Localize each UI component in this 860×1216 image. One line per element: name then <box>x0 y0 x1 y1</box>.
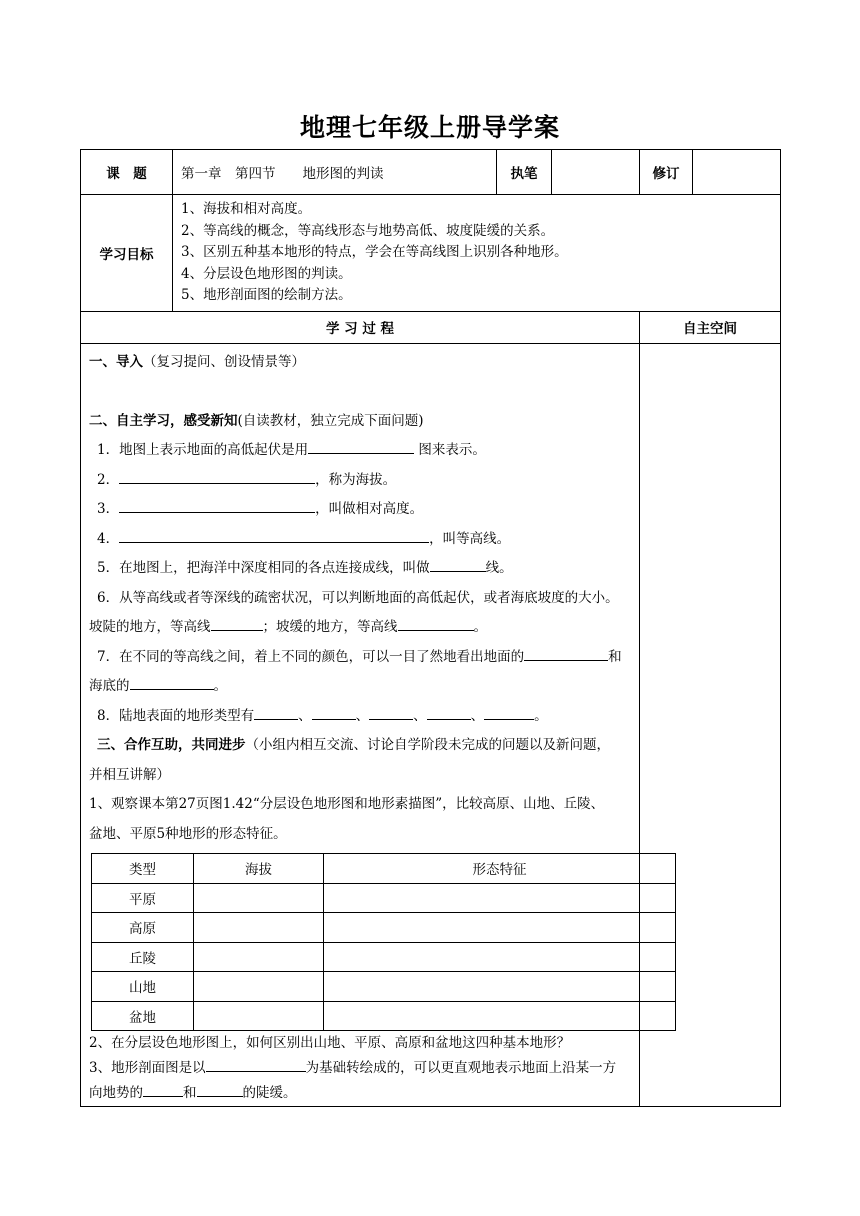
goal-item: 4、分层设色地形图的判读。 <box>181 265 352 282</box>
answer-blank[interactable] <box>119 469 315 484</box>
question-text: 的陡缓。 <box>242 1085 297 1101</box>
row-label: 山地 <box>92 972 194 1002</box>
goal-item: 2、等高线的概念，等高线形态与地势高低、坡度陡缓的关系。 <box>181 222 555 239</box>
altitude-cell[interactable] <box>194 972 324 1002</box>
question-text: 。 <box>473 619 487 635</box>
question-3 <box>89 495 633 525</box>
process-content <box>81 343 640 1107</box>
process-header: 学 习 过 程 <box>81 311 640 343</box>
answer-blank[interactable] <box>308 439 414 454</box>
author-label: 执笔 <box>497 150 552 195</box>
answer-blank[interactable] <box>484 705 534 720</box>
author-value <box>552 150 640 195</box>
table-row <box>92 913 676 943</box>
answer-blank[interactable] <box>130 675 214 690</box>
topic-value: 第一章 第四节 地形图的判读 <box>173 150 497 195</box>
column-header-type: 类型 <box>92 854 194 884</box>
goals-label: 学习目标 <box>81 195 173 312</box>
question-7 <box>89 643 633 673</box>
section-intro <box>89 348 633 378</box>
section-intro-heading: 一、导入 <box>89 353 143 370</box>
question-6-cont <box>89 613 633 643</box>
answer-blank[interactable] <box>119 528 429 543</box>
answer-blank[interactable] <box>119 498 315 513</box>
question-text: 3、地形剖面图是以 <box>89 1060 206 1076</box>
altitude-cell[interactable] <box>194 913 324 943</box>
page-title: 地理七年级上册导学案 <box>299 113 560 142</box>
question-text: 5．在地图上，把海洋中深度相同的各点连接成线，叫做 <box>97 560 430 576</box>
question-text: 2． <box>97 471 120 488</box>
answer-blank[interactable] <box>427 705 471 720</box>
spacer <box>89 377 633 407</box>
altitude-cell[interactable] <box>194 883 324 913</box>
answer-blank[interactable] <box>254 705 298 720</box>
self-space-area[interactable] <box>640 343 781 1107</box>
question-text: 和 <box>183 1085 197 1101</box>
answer-blank[interactable] <box>143 1082 183 1097</box>
self-space-header: 自主空间 <box>640 311 781 343</box>
answer-blank[interactable] <box>197 1082 243 1097</box>
question-text: 海底的 <box>89 678 130 694</box>
section-cooperate-note-cont: 并相互讲解） <box>89 766 170 783</box>
question-text: 图来表示。 <box>414 442 486 458</box>
task-1: 1、观察课本第27页图1.42“分层设色地形图和地形素描图”，比较高原、山地、丘陵、 <box>89 796 605 812</box>
answer-blank[interactable] <box>430 557 486 572</box>
row-label: 高原 <box>92 913 194 943</box>
task-3 <box>89 1056 633 1081</box>
question-text: 线。 <box>485 560 513 576</box>
row-label: 丘陵 <box>92 942 194 972</box>
goals-list <box>173 195 781 312</box>
section-self-study-note: (自读教材，独立完成下面问题) <box>237 412 424 429</box>
separator: 、 <box>355 707 370 724</box>
separator: 、 <box>470 707 485 724</box>
topic-label: 课 题 <box>81 150 173 195</box>
goal-item: 3、区别五种基本地形的特点，学会在等高线图上识别各种地形。 <box>181 244 568 260</box>
question-text: ，称为海拔。 <box>315 471 397 488</box>
answer-blank[interactable] <box>524 646 608 661</box>
row-label: 平原 <box>92 883 194 913</box>
question-text: ；坡缓的地方，等高线 <box>262 619 398 635</box>
features-cell[interactable] <box>324 883 676 913</box>
section-cooperate <box>89 731 633 761</box>
question-1 <box>89 436 633 466</box>
question-text: 坡陡的地方，等高线 <box>89 619 211 635</box>
answer-blank[interactable] <box>206 1057 306 1072</box>
question-5 <box>89 554 633 584</box>
goal-item: 5、地形剖面图的绘制方法。 <box>181 287 352 303</box>
revise-label: 修订 <box>640 150 693 195</box>
row-label: 盆地 <box>92 1001 194 1031</box>
task-3-cont <box>89 1081 633 1106</box>
section-cooperate-note: （小组内相互交流、讨论自学阶段未完成的问题以及新问题， <box>245 737 610 753</box>
table-row <box>92 972 676 1002</box>
task-1-cont: 盆地、平原5种地形的形态特征。 <box>89 825 287 842</box>
altitude-cell[interactable] <box>194 942 324 972</box>
column-header-features: 形态特征 <box>324 854 676 884</box>
separator: 、 <box>413 707 427 724</box>
answer-blank[interactable] <box>369 705 413 720</box>
table-row <box>92 883 676 913</box>
column-header-altitude: 海拔 <box>194 854 324 884</box>
question-text: 。 <box>213 678 227 694</box>
features-cell[interactable] <box>324 942 676 972</box>
question-text: 1．地图上表示地面的高低起伏是用 <box>97 442 309 458</box>
separator: 、 <box>298 707 312 724</box>
question-text: 为基础转绘成的，可以更直观地表示地面上沿某一方 <box>305 1060 617 1076</box>
question-text: 向地势的 <box>89 1085 143 1101</box>
features-cell[interactable] <box>324 972 676 1002</box>
section-intro-note: （复习提问、创设情景等） <box>143 353 305 370</box>
answer-blank[interactable] <box>211 616 263 631</box>
answer-blank[interactable] <box>398 616 474 631</box>
question-text: 6．从等高线或者等深线的疏密状况，可以判断地面的高低起伏，或者海底坡度的大小。 <box>97 589 619 606</box>
revise-value <box>693 150 781 195</box>
altitude-cell[interactable] <box>194 1001 324 1031</box>
table-row <box>92 942 676 972</box>
goal-item: 1、海拔和相对高度。 <box>181 201 312 217</box>
table-row <box>92 1001 676 1031</box>
question-text: 。 <box>534 707 548 724</box>
section-self-study-heading: 二、自主学习，感受新知 <box>89 412 238 429</box>
answer-blank[interactable] <box>312 705 356 720</box>
landform-table <box>91 853 676 1031</box>
section-cooperate-heading: 三、合作互助，共同进步 <box>97 737 246 753</box>
question-text: 7．在不同的等高线之间，着上不同的颜色，可以一目了然地看出地面的 <box>97 648 525 665</box>
features-cell[interactable] <box>324 1001 676 1031</box>
question-text: 4． <box>97 530 120 547</box>
question-text: 3． <box>97 501 120 517</box>
question-2 <box>89 466 633 496</box>
question-6 <box>89 584 633 614</box>
lesson-plan-table <box>80 149 781 1107</box>
table-header-row <box>92 854 676 884</box>
question-8 <box>89 702 633 732</box>
question-text: 8．陆地表面的地形类型有 <box>97 707 255 724</box>
features-cell[interactable] <box>324 913 676 943</box>
task-2: 2、在分层设色地形图上，如何区别出山地、平原、高原和盆地这四种基本地形？ <box>89 1035 571 1051</box>
question-text: ，叫等高线。 <box>429 530 511 547</box>
question-7-cont <box>89 672 633 702</box>
section-self-study <box>89 407 633 437</box>
question-text: ，叫做相对高度。 <box>315 501 424 517</box>
question-4 <box>89 525 633 555</box>
question-text: 和 <box>608 648 622 665</box>
